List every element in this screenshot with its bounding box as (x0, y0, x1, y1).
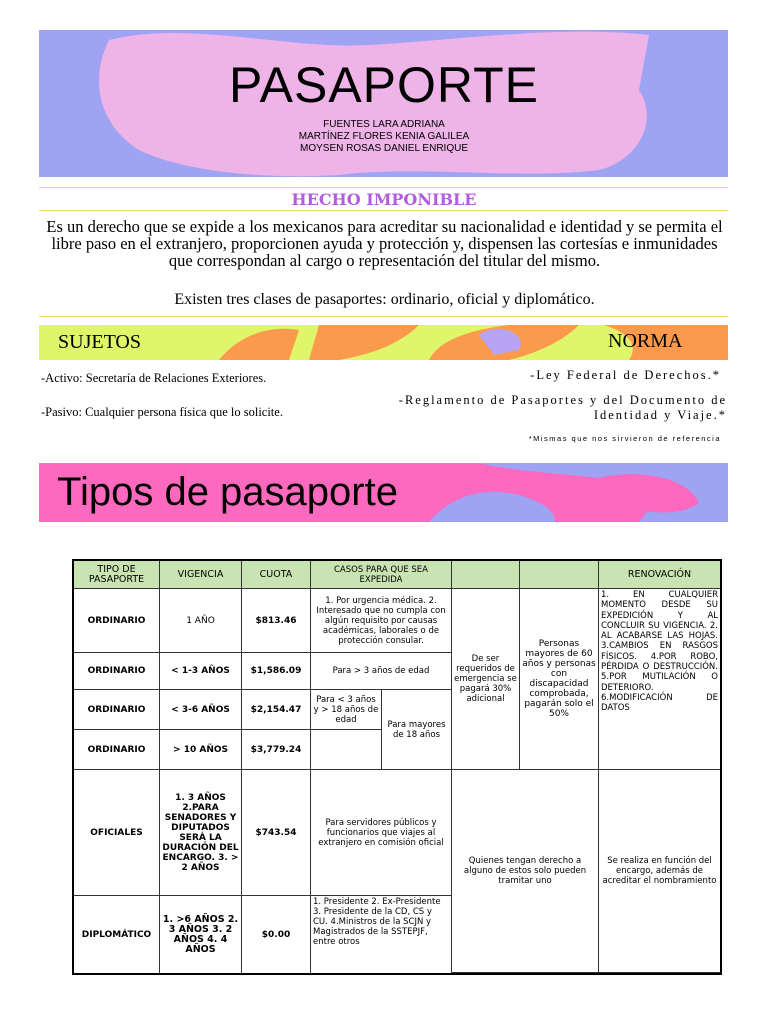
pasaporte-table (72, 559, 722, 975)
sujetos-label: SUJETOS (58, 331, 141, 353)
ordinario-4-casos (311, 730, 382, 770)
header-empty-1 (452, 561, 520, 589)
ordinario-2-tipo: ORDINARIO (74, 653, 160, 690)
ordinario-3-cuota: $2,154.47 (242, 690, 311, 730)
ordinario-1-vigencia: 1 AÑO (160, 589, 242, 653)
ordinario-4-vigencia: > 10 AÑOS (160, 730, 242, 770)
ordinario-1-tipo: ORDINARIO (74, 589, 160, 653)
ordinario-1-cuota: $813.46 (242, 589, 311, 653)
sujeto-activo: -Activo: Secretaría de Relaciones Exteriores. (41, 371, 267, 385)
header-vigencia: VIGENCIA (160, 561, 242, 589)
oficiales-vigencia: 1. 3 AÑOS 2.PARA SENADORES Y DIPUTADOS SERÁ LA DURACIÓN DEL ENCARGO. 3. > 2 AÑOS (160, 770, 242, 896)
sujeto-pasivo: -Pasivo: Cualquier persona física que lo solicite. (41, 405, 283, 419)
ordinario-2-cuota: $1,586.09 (242, 653, 311, 690)
author-2: MARTÍNEZ FLORES KENIA GALILEA (298, 131, 470, 142)
oficiales-casos: Para servidores públicos y funcionarios que viajes al extranjero en comisión oficial (311, 770, 452, 896)
ordinario-3-vigencia: < 3-6 AÑOS (160, 690, 242, 730)
header-empty-2 (520, 561, 599, 589)
quienes-note: Quienes tengan derecho a alguno de estos solo pueden tramitar uno (452, 770, 599, 973)
diplomatico-vigencia: 1. >6 AÑOS 2. 3 AÑOS 3. 2 AÑOS 4. 4 AÑOS (160, 896, 242, 973)
ordinario-1-casos: 1. Por urgencia médica. 2. Interesado que no cumpla con algún requisito por causas académicas, laborales o de protección consular. (311, 589, 452, 653)
hecho-heading: HECHO IMPONIBLE (291, 190, 477, 209)
emergencia-note: De ser requeridos de emergencia se pagará 30% adicional (452, 589, 520, 770)
oficiales-cuota: $743.54 (242, 770, 311, 896)
header-tipo: TIPO DE PASAPORTE (74, 561, 160, 589)
descuento-note: Personas mayores de 60 años y personas con discapacidad comprobada, pagarán solo el 50% (520, 589, 599, 770)
ordinario-2-casos: Para > 3 años de edad (311, 653, 452, 690)
divider (39, 210, 728, 211)
divider (39, 187, 728, 188)
hecho-body: Es un derecho que se expide a los mexicanos para acreditar su nacionalidad e identidad y se permita el libre paso en el extranjero, proporcionen ayuda y protección y, dispensen las cortesías e inmunidades que correspondan al cargo o representación del titular del mismo. (46, 217, 723, 270)
diplomatico-casos: 1. Presidente 2. Ex-Presidente 3. Presidente de la CD, CS y CU. 4.Ministros de la SCJN y Magistrados de la SSTEPJF, entre otros (311, 896, 452, 973)
header-cuota: CUOTA (242, 561, 311, 589)
norma-item-1: -Ley Federal de Derechos.* (530, 368, 721, 382)
header-casos: CASOS PARA QUE SEA EXPEDIDA (311, 561, 452, 589)
ordinario-3-casos: Para < 3 años y > 18 años de edad (311, 690, 382, 730)
norma-label: NORMA (608, 330, 683, 352)
author-1: FUENTES LARA ADRIANA (323, 119, 445, 130)
author-3: MOYSEN ROSAS DANIEL ENRIQUE (300, 143, 468, 154)
hecho-clases: Existen tres clases de pasaportes: ordinario, oficial y diplomático. (174, 291, 595, 308)
header-renovacion: RENOVACIÓN (599, 561, 720, 589)
oficiales-tipo: OFICIALES (74, 770, 160, 896)
divider (39, 316, 728, 317)
norma-note: *Mismas que nos sirvieron de referencia (528, 434, 721, 443)
ordinario-3-tipo: ORDINARIO (74, 690, 160, 730)
ordinario-2-vigencia: < 1-3 AÑOS (160, 653, 242, 690)
ordinario-4-tipo: ORDINARIO (74, 730, 160, 770)
diplomatico-cuota: $0.00 (242, 896, 311, 973)
tipos-title: Tipos de pasaporte (57, 470, 398, 514)
ordinario-4-cuota: $3,779.24 (242, 730, 311, 770)
page-title: PASAPORTE (228, 57, 540, 113)
renovacion-ordinario: 1. EN CUALQUIER MOMENTO DESDE SU EXPEDICIÓN Y AL CONCLUIR SU VIGENCIA. 2. AL ACABARSE LAS HOJAS. 3.CAMBIOS EN RASGOS FÍSICOS. 4.POR ROBO, PÉRDIDA O DESTRUCCIÓN. 5.POR MUTILACIÓN O DETERIORO. 6.MODIFICACIÓN DE DATOS (599, 589, 720, 770)
mayores-18: Para mayores de 18 años (382, 690, 452, 770)
renovacion-oficial: Se realiza en función del encargo, además de acreditar el nombramiento (599, 770, 720, 973)
norma-item-2: -Reglamento de Pasaportes y del Documento de Identidad y Viaje.* (398, 393, 727, 422)
diplomatico-tipo: DIPLOMÁTICO (74, 896, 160, 973)
